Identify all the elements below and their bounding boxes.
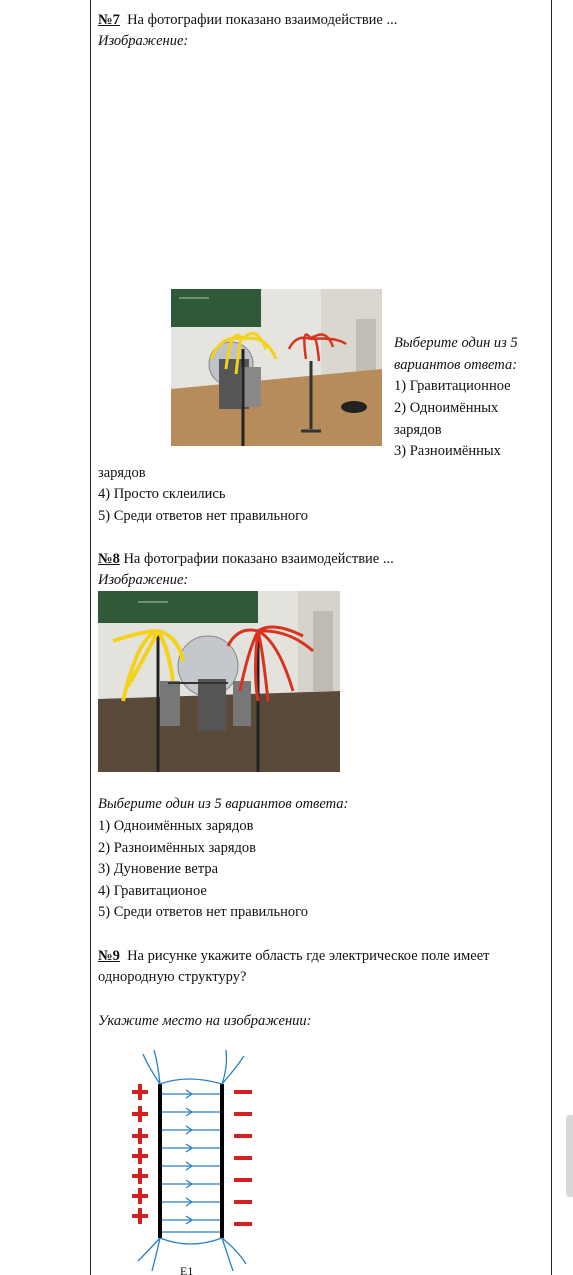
question-8-option-2[interactable]: 2) Разноимённых зарядов [98,840,257,856]
question-7-option-3-cont: зарядов [98,465,146,481]
question-8-prompt: На фотографии показано взаимодействие ... [123,551,394,567]
scroll-handle[interactable] [566,1115,573,1197]
question-9-number: №9 [98,948,120,964]
field-diagram[interactable] [118,1046,278,1275]
question-8-number: №8 [98,551,120,567]
question-9-prompt-line1: На рисунке укажите область где электрическое поле имеет [127,948,490,964]
question-9-instruction: Укажите место на изображении: [98,1013,312,1029]
question-7-option-2[interactable]: 2) Одноимённых [394,400,499,416]
question-9-header [98,946,490,967]
question-7-photo [171,289,382,446]
question-8-choose: Выберите один из 5 вариантов ответа: [98,796,349,812]
question-8-option-3[interactable]: 3) Дуновение ветра [98,861,219,877]
plus-charges [132,1084,148,1224]
question-7-image-label: Изображение: [98,33,189,49]
question-7-number: №7 [98,12,120,28]
diagram-cut-label: E1 [180,1264,194,1275]
question-9-prompt-line2: однородную структуру? [98,969,247,985]
electroscope-photo-small [171,289,382,446]
question-7-choose-line1: Выберите один из 5 [394,335,518,351]
question-7-option-3[interactable]: 3) Разноимённых [394,443,501,459]
question-7-option-5[interactable]: 5) Среди ответов нет правильного [98,508,308,524]
question-7-option-4[interactable]: 4) Просто склеились [98,486,226,502]
electroscope-photo-large [98,591,340,772]
page-left-border [90,0,91,1275]
minus-charges [234,1090,252,1226]
question-7-header [98,10,397,31]
question-7-option-1[interactable]: 1) Гравитационное [394,378,511,394]
question-8-photo [98,591,340,772]
question-8-option-5[interactable]: 5) Среди ответов нет правильного [98,904,308,920]
question-7-prompt: На фотографии показано взаимодействие ... [127,12,398,28]
page-right-border [551,0,552,1275]
question-8-header [98,549,394,570]
question-7-choose-line2: вариантов ответа: [394,357,518,373]
question-8-image-label: Изображение: [98,572,189,588]
fringe-field-lines [138,1050,246,1271]
question-8-option-1[interactable]: 1) Одноимённых зарядов [98,818,254,834]
uniform-field-lines [162,1094,220,1232]
capacitor-field-diagram[interactable] [118,1046,278,1275]
question-8-option-4[interactable]: 4) Гравитационое [98,883,207,899]
question-7-option-2-cont: зарядов [394,422,442,438]
